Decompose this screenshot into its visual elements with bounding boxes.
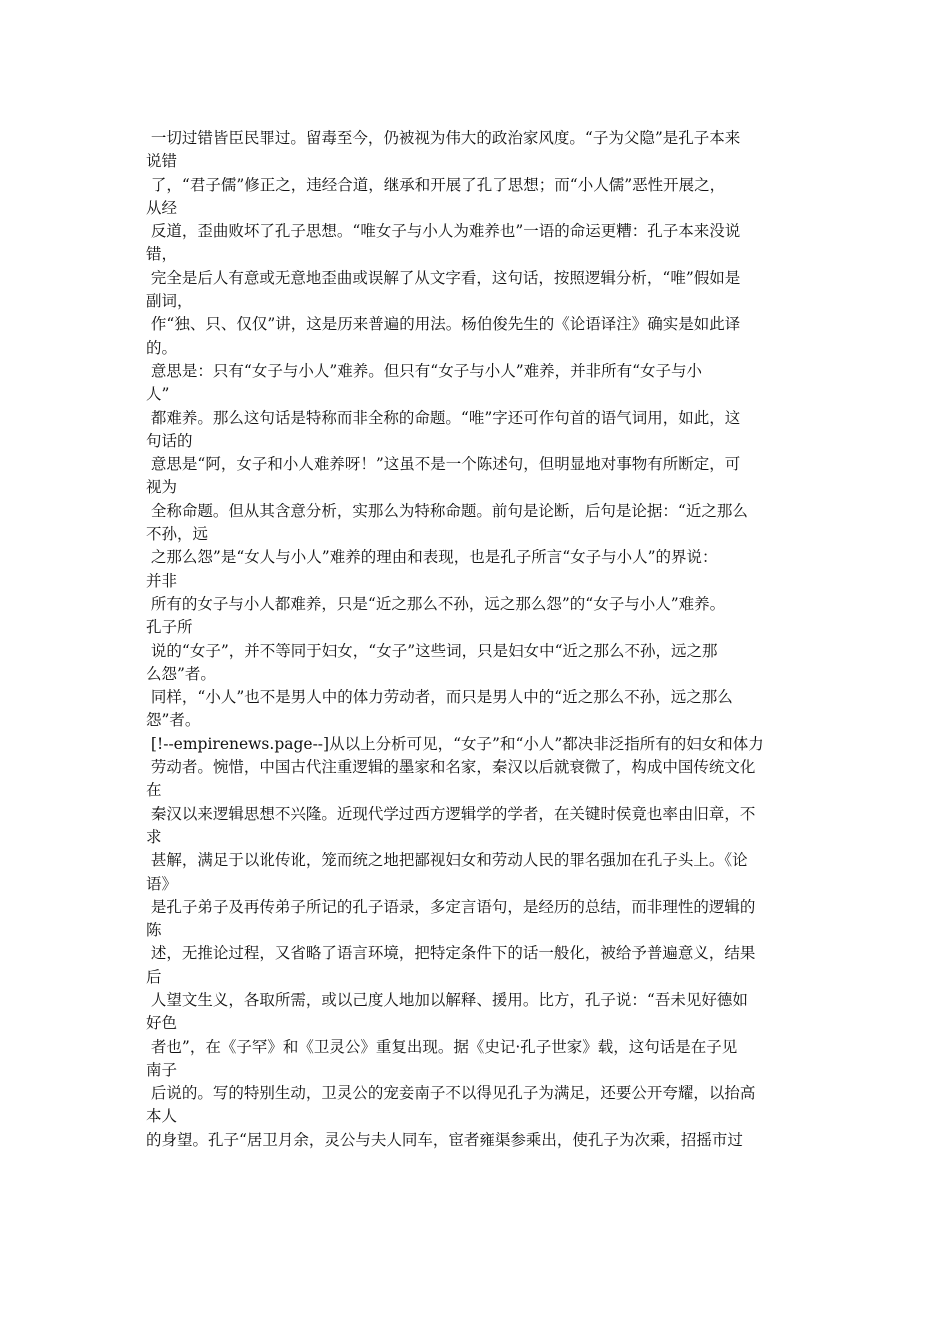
text-line: 都难养。那么这句话是特称而非全称的命题。“唯”字还可作句首的语气词用，如此，这: [146, 408, 741, 427]
text-line: 人”: [146, 385, 170, 404]
body-text: [146, 127, 808, 1152]
text-line: 人望文生义，各取所需，或以己度人地加以解释、援用。比方，孔子说：“吾未见好德如: [146, 990, 748, 1009]
text-line: 本人: [146, 1107, 178, 1126]
text-line: 副词，: [146, 292, 193, 311]
text-line: 劳动者。惋惜，中国古代注重逻辑的墨家和名家，秦汉以后就衰微了，构成中国传统文化: [146, 758, 756, 777]
text-line: [!--empirenews.page--]从以上分析可见，“女子”和“小人”都决非泛指所有的妇女和体力: [146, 734, 764, 753]
text-line: 好色: [146, 1014, 178, 1033]
text-line: 意思是“阿，女子和小人难养呀！”这虽不是一个陈述句，但明显地对事物有所断定，可: [146, 455, 741, 474]
text-line: 之那么怨”是“女人与小人”难养的理由和表现，也是孔子所言“女子与小人”的界说：: [146, 548, 718, 567]
text-line: 说错: [146, 152, 178, 171]
text-line: 是孔子弟子及再传弟子所记的孔子语录，多定言语句，是经历的总结，而非理性的逻辑的: [146, 897, 756, 916]
text-line: 的。: [146, 338, 178, 357]
text-line: 秦汉以来逻辑思想不兴隆。近现代学过西方逻辑学的学者，在关键时侯竟也率由旧章，不: [146, 804, 756, 823]
text-line: 后说的。写的特别生动，卫灵公的宠妾南子不以得见孔子为满足，还要公开夸耀，以抬高: [146, 1084, 756, 1103]
text-line: 句话的: [146, 431, 193, 450]
text-line: 一切过错皆臣民罪过。留毒至今，仍被视为伟大的政治家风度。“子为父隐”是孔子本来: [146, 129, 741, 147]
text-line: 陈: [146, 921, 162, 940]
text-line: 求: [146, 827, 162, 846]
text-line: 语》: [146, 874, 178, 893]
text-line: 说的“女子”，并不等同于妇女，“女子”这些词，只是妇女中“近之那么不孙，远之那: [146, 641, 718, 660]
text-line: 意思是：只有“女子与小人”难养。但只有“女子与小人”难养，并非所有“女子与小: [146, 361, 703, 380]
text-line: 怨”者。: [146, 711, 201, 730]
text-line: 从经: [146, 198, 178, 217]
text-line: 的身望。孔子“居卫月余，灵公与夫人同车，宦者雍渠参乘出，使孔子为次乘，招摇市过: [146, 1130, 743, 1149]
text-line: 孔子所: [146, 618, 193, 637]
text-line: 甚解，满足于以讹传讹，笼而统之地把鄙视妇女和劳动人民的罪名强加在孔子头上。《论: [146, 851, 748, 870]
text-line: 并非: [146, 571, 178, 590]
text-line: 作“独、只、仅仅”讲，这是历来普遍的用法。杨伯俊先生的《论语译注》确实是如此译: [146, 315, 741, 334]
text-line: 在: [146, 781, 162, 800]
text-line: 者也”，在《子罕》和《卫灵公》重复出现。据《史记·孔子世家》载，这句话是在子见: [146, 1037, 738, 1056]
text-line: 述，无推论过程，又省略了语言环境，把特定条件下的话一般化，被给予普遍意义，结果: [146, 944, 756, 963]
text-line: 南子: [146, 1060, 178, 1079]
text-line: 错，: [146, 245, 178, 264]
text-line: 同样，“小人”也不是男人中的体力劳动者，而只是男人中的“近之那么不孙，远之那么: [146, 688, 733, 707]
text-line: 视为: [146, 478, 178, 497]
text-line: 么怨”者。: [146, 664, 216, 683]
text-line: 所有的女子与小人都难养，只是“近之那么不孙，远之那么怨”的“女子与小人”难养。: [146, 594, 726, 613]
text-line: 了，“君子儒”修正之，违经合道，继承和开展了孔了思想；而“小人儒”恶性开展之，: [146, 175, 726, 194]
text-line: 完全是后人有意或无意地歪曲或误解了从文字看，这句话，按照逻辑分析，“唯”假如是: [146, 268, 741, 287]
text-line: 不孙，远: [146, 525, 209, 544]
text-line: 后: [146, 967, 162, 986]
text-line: 反道，歪曲败坏了孔子思想。“唯女子与小人为难养也”一语的命运更糟：孔子本来没说: [146, 222, 741, 241]
text-line: 全称命题。但从其含意分析，实那么为特称命题。前句是论断，后句是论据：“近之那么: [146, 501, 748, 520]
